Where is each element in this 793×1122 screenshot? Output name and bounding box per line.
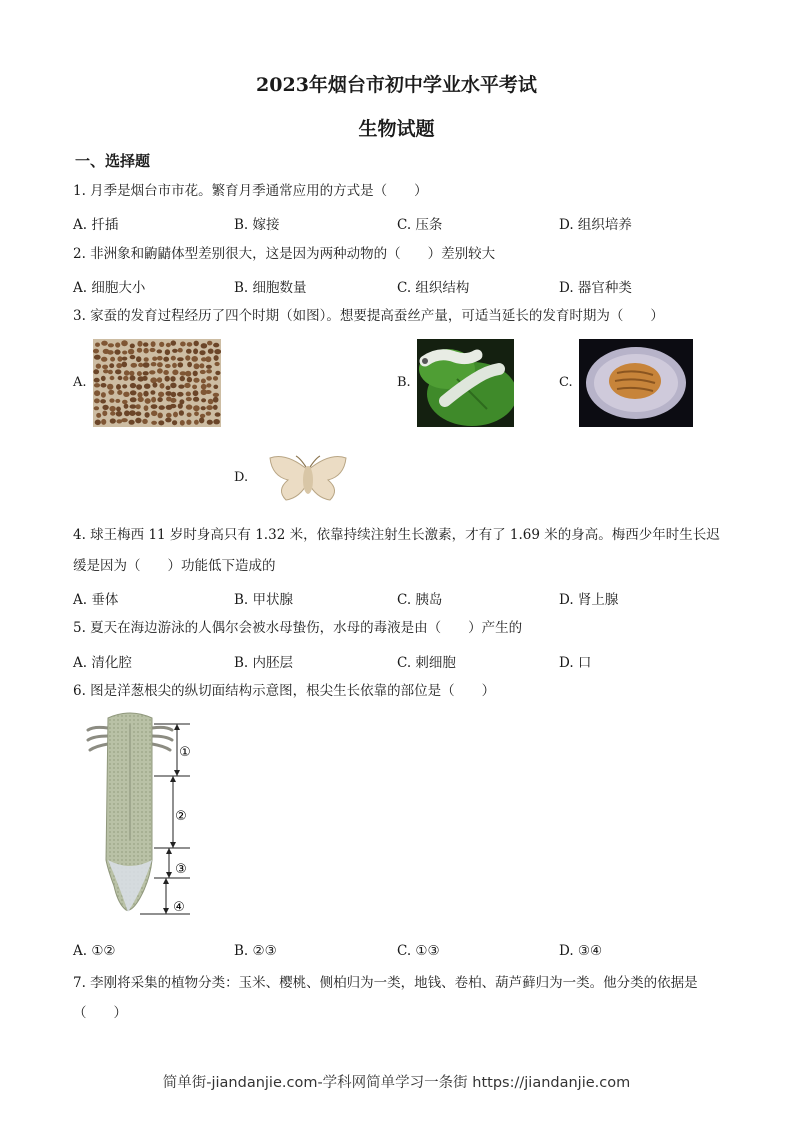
question-5-stem: 5. 夏天在海边游泳的人偶尔会被水母蛰伤，水母的毒液是由（ ）产生的 — [73, 620, 523, 636]
q6-option-c[interactable]: C. ①③ — [397, 943, 440, 959]
q4-option-c[interactable]: C. 胰岛 — [397, 592, 443, 608]
q5-option-a[interactable]: A. 清化腔 — [73, 655, 132, 671]
question-3-stem: 3. 家蚕的发育过程经历了四个时期（如图）。想要提高蚕丝产量，可适当延长的发育时期为（ ） — [73, 308, 664, 324]
q4-option-d[interactable]: D. 肾上腺 — [559, 592, 619, 608]
silkworm-larva-image — [417, 339, 514, 427]
question-7-stem: 7. 李刚将采集的植物分类：玉米、樱桃、侧柏归为一类，地钱、卷柏、葫芦藓归为一类。他分类的依据是 — [73, 975, 698, 991]
zone-label-4: ④ — [173, 900, 185, 915]
root-tip-illustration — [84, 710, 199, 920]
question-4-stem-continued: 缓是因为（ ）功能低下造成的 — [73, 558, 276, 574]
q6-option-d[interactable]: D. ③④ — [559, 943, 603, 959]
silkworm-eggs-image — [93, 339, 221, 427]
q1-option-c[interactable]: C. 压条 — [397, 217, 443, 233]
q3-option-d[interactable]: D. — [234, 470, 249, 485]
zone-label-2: ② — [175, 809, 187, 824]
silkworm-moth-image — [266, 450, 350, 506]
q3-option-a[interactable]: A. — [73, 375, 87, 390]
question-6-stem: 6. 图是洋葱根尖的纵切面结构示意图，根尖生长依靠的部位是（ ） — [73, 683, 496, 699]
zone-label-1: ① — [179, 745, 191, 760]
q2-option-c[interactable]: C. 组织结构 — [397, 280, 470, 296]
q6-option-b[interactable]: B. ②③ — [234, 943, 277, 959]
q5-option-b[interactable]: B. 内胚层 — [234, 655, 294, 671]
q3-option-b[interactable]: B. — [397, 375, 411, 390]
q4-option-a[interactable]: A. 垂体 — [73, 592, 119, 608]
question-7-stem-continued: （ ） — [73, 1005, 127, 1021]
root-tip-diagram — [84, 710, 199, 920]
exam-title: 2023年烟台市初中学业水平考试 — [256, 74, 537, 96]
section-heading: 一、选择题 — [75, 152, 151, 170]
page-footer: 简单街-jiandanjie.com-学科网简单学习一条街 https://jiandanjie.com — [162, 1075, 631, 1091]
q6-option-a[interactable]: A. ①② — [73, 943, 116, 959]
q1-option-d[interactable]: D. 组织培养 — [559, 217, 632, 233]
moth-illustration — [266, 450, 350, 506]
exam-subtitle: 生物试题 — [358, 118, 435, 140]
q1-option-a[interactable]: A. 扦插 — [73, 217, 119, 233]
q4-option-b[interactable]: B. 甲状腺 — [234, 592, 294, 608]
q2-option-b[interactable]: B. 细胞数量 — [234, 280, 307, 296]
q3-option-c[interactable]: C. — [559, 375, 573, 390]
larva-illustration — [417, 339, 514, 427]
question-2-stem: 2. 非洲象和鼩鼱体型差别很大，这是因为两种动物的（ ）差别较大 — [73, 246, 496, 262]
zone-label-3: ③ — [175, 862, 187, 877]
silkworm-pupa-image — [579, 339, 693, 427]
q2-option-a[interactable]: A. 细胞大小 — [73, 280, 146, 296]
pupa-illustration — [579, 339, 693, 427]
q2-option-d[interactable]: D. 器官种类 — [559, 280, 632, 296]
q5-option-d[interactable]: D. 口 — [559, 655, 592, 671]
q5-option-c[interactable]: C. 刺细胞 — [397, 655, 456, 671]
eggs-illustration — [93, 339, 221, 427]
question-4-stem: 4. 球王梅西 11 岁时身高只有 1.32 米，依靠持续注射生长激素，才有了 1.69 米的身高。梅西少年时生长迟 — [73, 527, 720, 543]
q1-option-b[interactable]: B. 嫁接 — [234, 217, 280, 233]
question-1-stem: 1. 月季是烟台市市花。繁育月季通常应用的方式是（ ） — [73, 183, 428, 199]
